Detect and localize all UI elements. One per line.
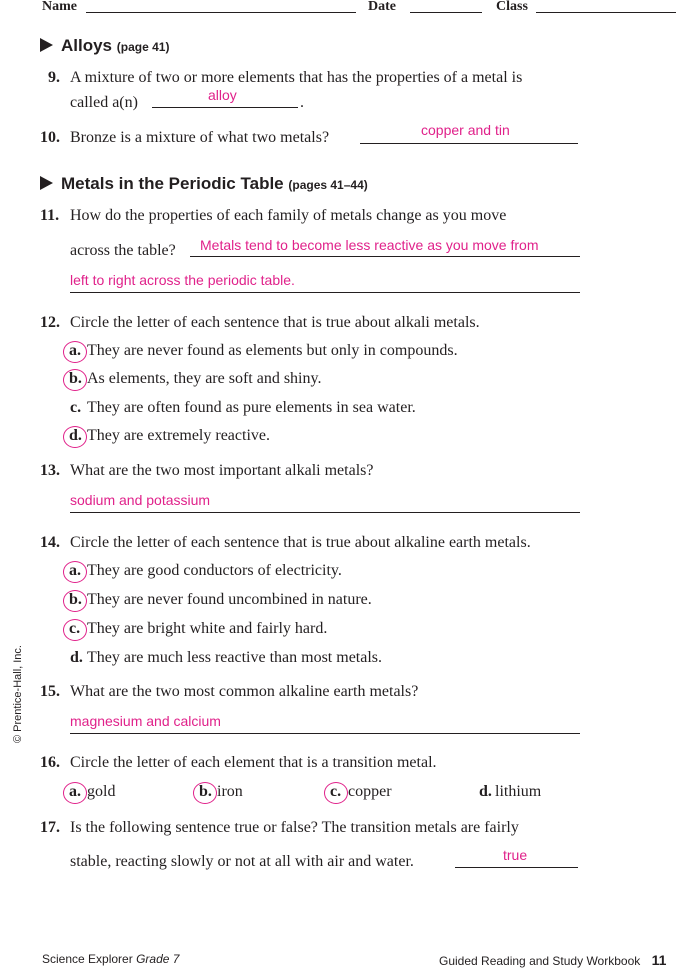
question-number: 10. (40, 129, 60, 146)
answer-text: sodium and potassium (70, 492, 211, 508)
footer-right (439, 952, 666, 968)
answer-text: Metals tend to become less reactive as you move from (200, 237, 539, 253)
answer-line[interactable] (152, 107, 298, 108)
date-field-line[interactable] (410, 12, 482, 13)
question-text: Bronze is a mixture of what two metals? (70, 129, 330, 146)
option-letter[interactable]: a. (69, 783, 81, 800)
answer-line[interactable] (190, 256, 580, 257)
option-text: They are bright white and fairly hard. (87, 620, 328, 637)
option-text: They are much less reactive than most metals. (87, 649, 383, 666)
section-title: Alloys (61, 36, 113, 55)
footer-book-title: Science Explorer (42, 952, 133, 966)
answer-text: copper and tin (421, 122, 510, 138)
footer-workbook-title: Guided Reading and Study Workbook (439, 954, 641, 968)
answer-line[interactable] (70, 292, 580, 293)
question-number: 9. (48, 69, 60, 86)
section-pages: (page 41) (116, 40, 170, 54)
option-letter[interactable]: a. (69, 342, 81, 359)
copyright-notice: © Prentice-Hall, Inc. (12, 645, 24, 743)
option-letter[interactable]: d. (70, 649, 83, 666)
date-label: Date (368, 0, 396, 14)
question-number: 16. (40, 754, 60, 771)
question-text: What are the two most important alkali metals? (70, 462, 374, 479)
option-letter[interactable]: c. (70, 399, 82, 416)
option-letter[interactable]: a. (69, 562, 81, 579)
question-text: across the table? (70, 242, 176, 259)
option-text: They are never found uncombined in nature. (87, 591, 372, 608)
question-text: Circle the letter of each sentence that is true about alkaline earth metals. (70, 534, 531, 551)
question-text: called a(n) (70, 94, 138, 111)
name-field-line[interactable] (86, 12, 356, 13)
option-text: copper (348, 783, 392, 800)
triangle-bullet-icon (40, 176, 53, 190)
option-text: They are never found as elements but only in compounds. (87, 342, 458, 359)
option-letter[interactable]: d. (69, 427, 82, 444)
option-letter[interactable]: b. (69, 370, 82, 387)
page-number: 11 (651, 952, 667, 968)
question-number: 11. (40, 207, 60, 224)
option-letter[interactable]: c. (69, 620, 81, 637)
option-text: gold (87, 783, 116, 800)
question-number: 17. (40, 819, 60, 836)
option-text: iron (217, 783, 243, 800)
question-number: 14. (40, 534, 60, 551)
question-text: stable, reacting slowly or not at all with air and water. (70, 853, 414, 870)
answer-line[interactable] (455, 867, 578, 868)
footer-grade: Grade 7 (136, 952, 180, 966)
name-label: Name (42, 0, 77, 14)
question-number: 12. (40, 314, 60, 331)
option-text: They are extremely reactive. (87, 427, 270, 444)
question-text: Circle the letter of each sentence that is true about alkali metals. (70, 314, 480, 331)
question-number: 15. (40, 683, 60, 700)
section-heading-metals (40, 174, 368, 194)
option-letter[interactable]: d. (479, 783, 492, 800)
section-pages: (pages 41–44) (288, 178, 368, 192)
answer-text: left to right across the periodic table. (70, 272, 295, 288)
question-text: What are the two most common alkaline earth metals? (70, 683, 419, 700)
question-text: Circle the letter of each element that is a transition metal. (70, 754, 437, 771)
class-field-line[interactable] (536, 12, 676, 13)
answer-line[interactable] (360, 143, 578, 144)
section-heading-alloys (40, 36, 169, 56)
option-letter[interactable]: b. (199, 783, 212, 800)
answer-line[interactable] (70, 733, 580, 734)
option-text: lithium (495, 783, 542, 800)
answer-text: true (503, 847, 528, 863)
question-text: A mixture of two or more elements that has the properties of a metal is (70, 69, 523, 86)
answer-text: alloy (208, 87, 237, 103)
answer-text: magnesium and calcium (70, 713, 221, 729)
answer-line[interactable] (70, 512, 580, 513)
option-text: They are often found as pure elements in sea water. (87, 399, 416, 416)
question-text: . (300, 94, 304, 111)
option-text: They are good conductors of electricity. (87, 562, 342, 579)
option-text: As elements, they are soft and shiny. (87, 370, 322, 387)
section-title: Metals in the Periodic Table (61, 174, 284, 193)
question-text: Is the following sentence true or false? The transition metals are fairly (70, 819, 519, 836)
question-number: 13. (40, 462, 60, 479)
option-letter[interactable]: b. (69, 591, 82, 608)
option-letter[interactable]: c. (330, 783, 342, 800)
footer-left (42, 952, 179, 966)
question-text: How do the properties of each family of metals change as you move (70, 207, 507, 224)
triangle-bullet-icon (40, 38, 53, 52)
class-label: Class (496, 0, 528, 14)
